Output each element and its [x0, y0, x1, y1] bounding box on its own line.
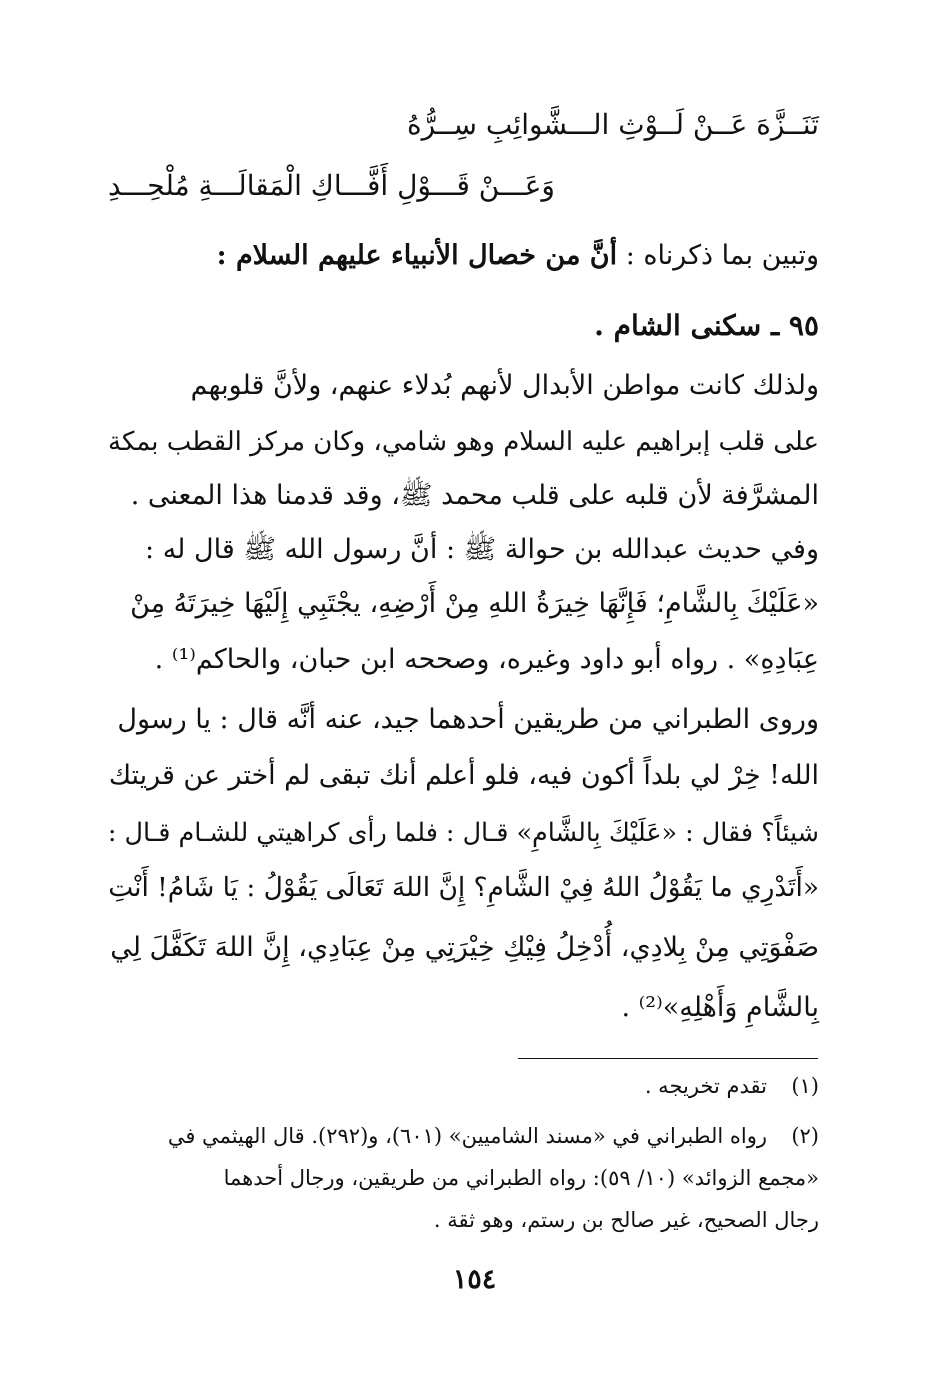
body-line: عِبَادِهِ» . رواه أبو داود وغيره، وصححه ابن حبان، والحاكم⁽¹⁾ . [154, 644, 819, 675]
verse-line-1: تَنَــزَّهَ عَــنْ لَــوْثِ الـــشَّوائِبِ سِــرُّهُ [407, 108, 819, 141]
body-line: «عَلَيْكَ بِالشَّامِ؛ فَإِنَّهَا خِيرَةُ اللهِ مِنْ أَرْضِهِ، يجْتَبِي إِلَيْهَا خِيرَتَهُ مِنْ [130, 588, 819, 619]
footnote-separator [518, 1058, 818, 1059]
body-line: ولذلك كانت مواطن الأبدال لأنهم بُدلاء عنهم، ولأنَّ قلوبهم [190, 370, 819, 401]
body-line: الله! خِرْ لي بلداً أكون فيه، فلو أعلم أنك تبقى لم أختر عن قريتك [108, 760, 819, 791]
verse-line-2: وَعَـــنْ قَـــوْلِ أَفَّـــاكِ الْمَقالَـــةِ مُلْحِـــدِ [108, 169, 555, 202]
body-line: المشرَّفة لأن قلبه على قلب محمد ﷺ، وقد قدمنا هذا المعنى . [130, 480, 819, 511]
body-line: وفي حديث عبدالله بن حوالة ﷺ : أنَّ رسول الله ﷺ قال له : [145, 534, 819, 565]
body-line: صَفْوَتِي مِنْ بِلادِي، أُدْخِلُ فِيْكِ خِيْرَتِي مِنْ عِبَادِي، إِنَّ اللهَ تَكَفَّلَ لِي [110, 932, 819, 963]
body-line: على قلب إبراهيم عليه السلام وهو شامي، وكان مركز القطب بمكة [108, 427, 819, 457]
intro-prefix: وتبين بما ذكرناه : [625, 240, 819, 271]
footnote-text: «مجمع الزوائد» (١٠/ ٥٩): رواه الطبراني من طريقين، ورجال أحدهما [223, 1166, 819, 1190]
footnote-2 [168, 1120, 819, 1152]
footnote-number: (١) [791, 1074, 819, 1098]
intro-bold: أنَّ من خصال الأنبياء عليهم السلام : [216, 240, 618, 271]
footnote-1 [645, 1070, 819, 1102]
body-line: شيئاً؟ فقال : «عَلَيْكَ بِالشَّامِ» قـال : فلما رأى كراهيتي للشـام قـال : [107, 817, 819, 847]
footnote-number: (٢) [791, 1124, 819, 1148]
body-line: «أَتَدْرِي ما يَقُوْلُ اللهُ فِيْ الشَّامِ؟ إِنَّ اللهَ تَعَالَى يَقُوْلُ : يَا شَامُ! أَنْتِ [108, 873, 819, 903]
footnote-text: رواه الطبراني في «مسند الشاميين» (٦٠١)، و(٢٩٢). قال الهيثمي في [167, 1124, 767, 1148]
page-number: ١٥٤ [452, 1264, 497, 1295]
footnote-text: رجال الصحيح، غير صالح بن رستم، وهو ثقة . [433, 1208, 819, 1232]
section-heading: ٩٥ ـ سكنى الشام . [594, 309, 819, 342]
intro-line [217, 236, 819, 276]
footnote-text: تقدم تخريجه . [644, 1074, 767, 1098]
body-line: وروى الطبراني من طريقين أحدهما جيد، عنه أنَّه قال : يا رسول [117, 704, 819, 735]
body-line: بِالشَّامِ وَأَهْلِهِ»⁽²⁾ . [621, 992, 819, 1023]
